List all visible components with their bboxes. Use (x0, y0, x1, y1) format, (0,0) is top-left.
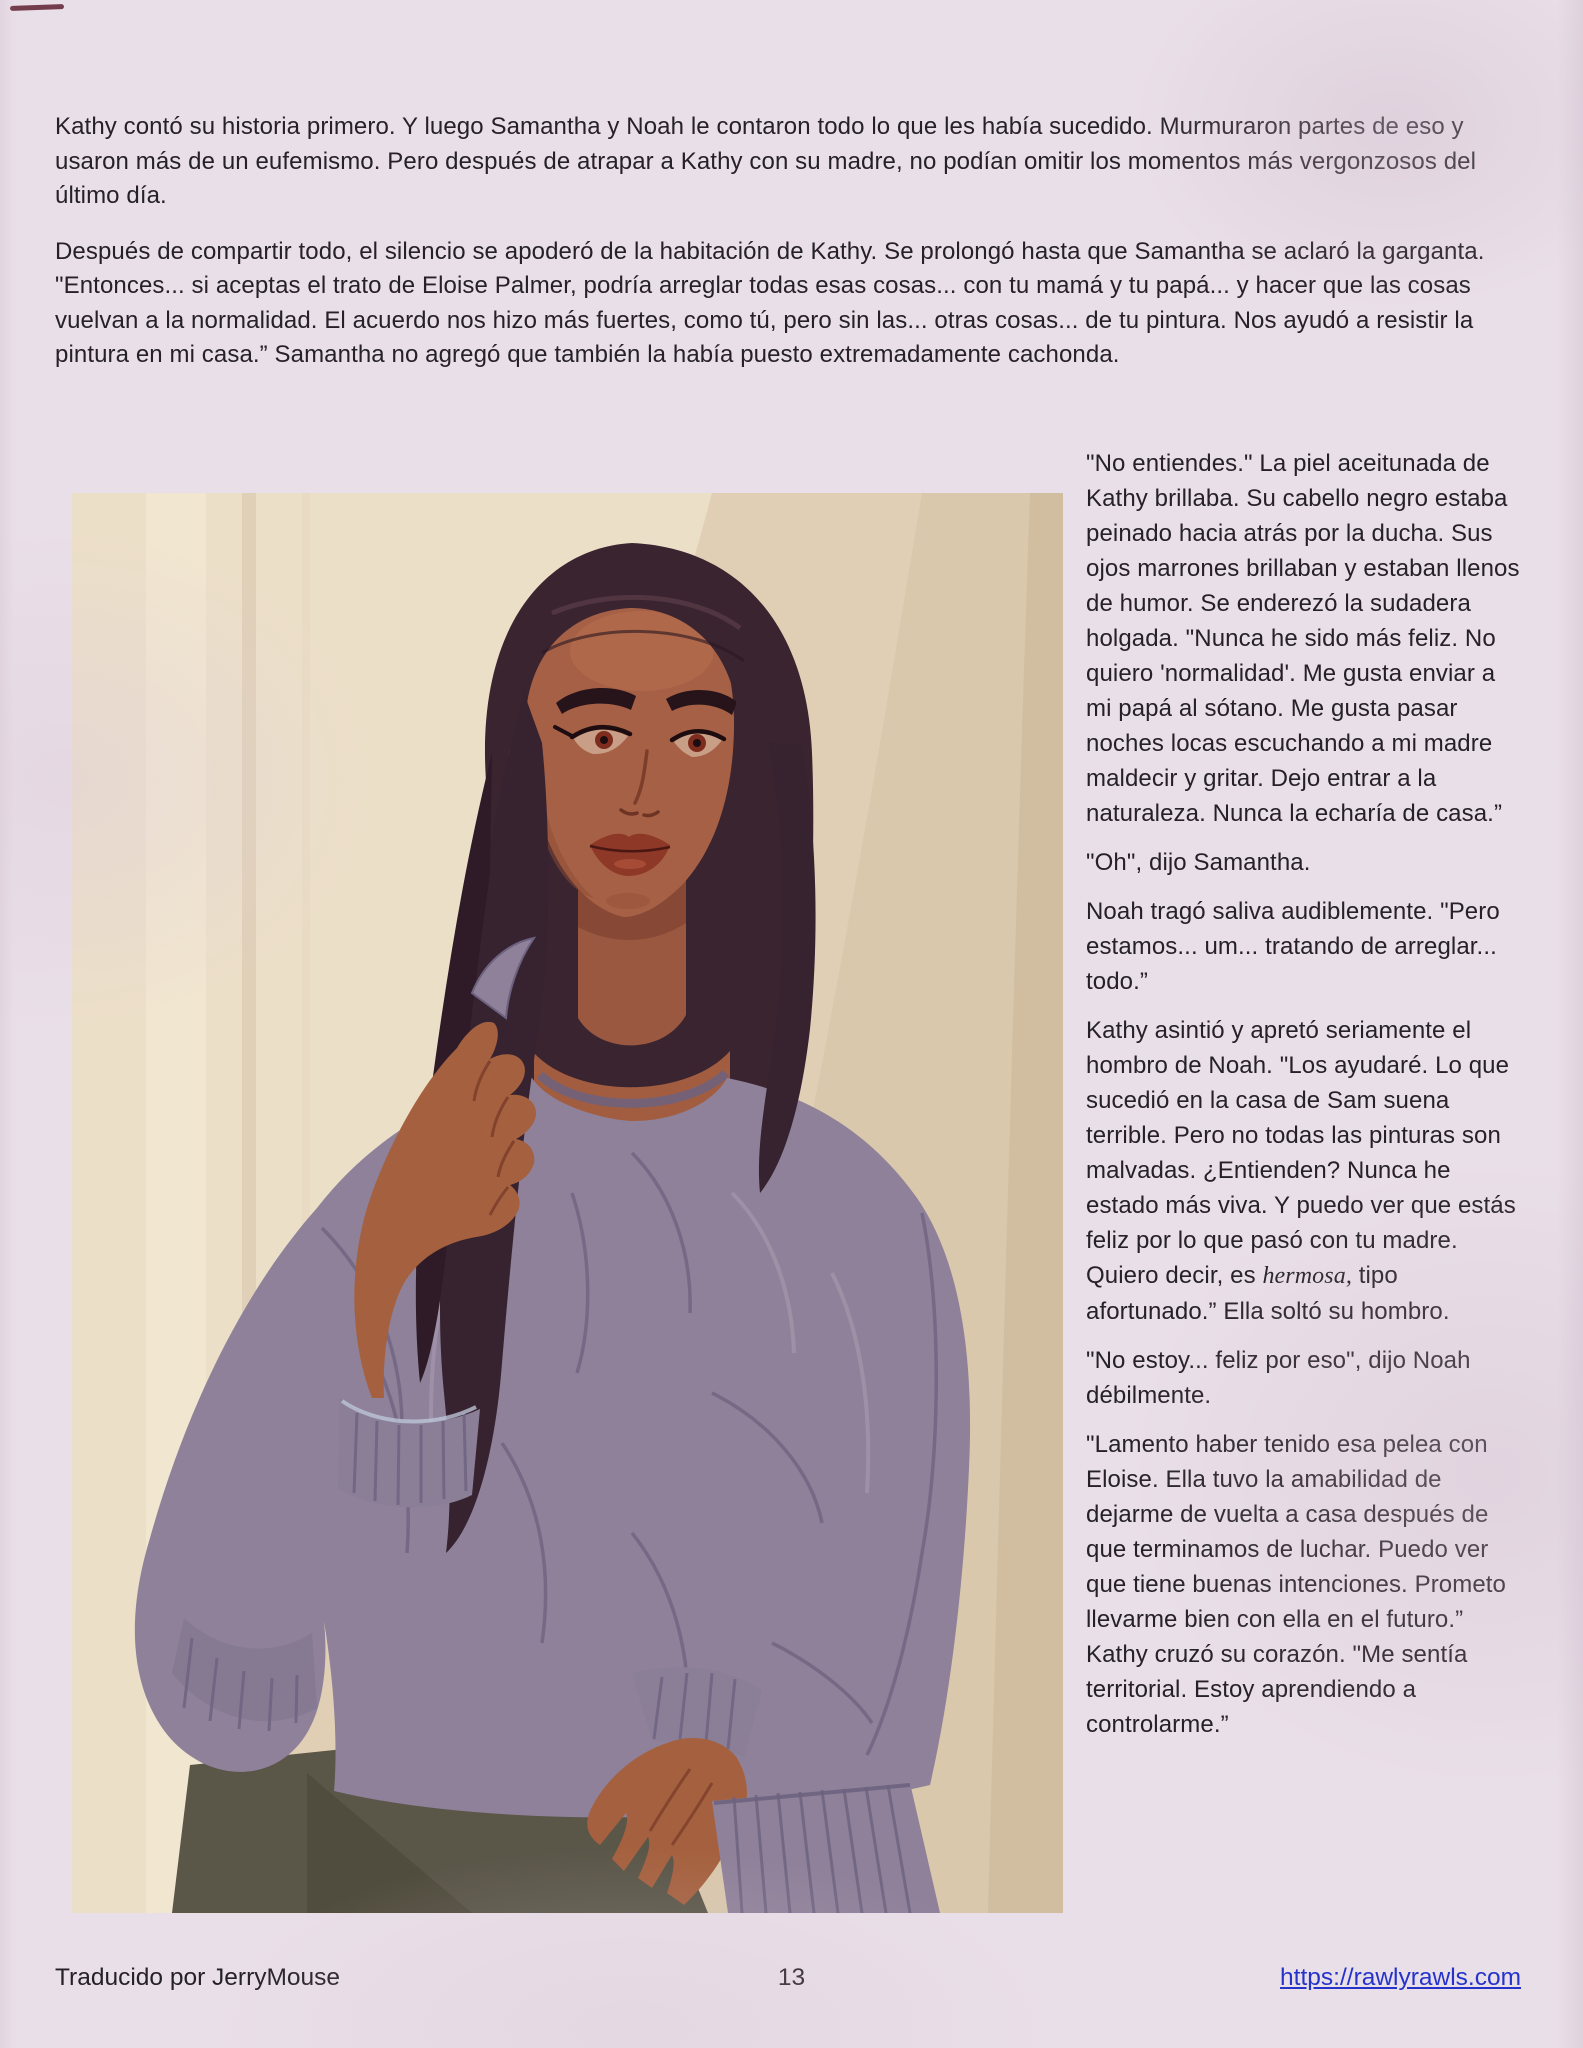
footer-page-number: 13 (777, 1964, 806, 1991)
intro-paragraph-2: Después de compartir todo, el silencio se apoderó de la habitación de Kathy. Se prolongó hasta que Samantha se aclaró la garganta. "Entonces... si aceptas el trato de Eloise Palmer, podría arreglar todas esas cosas... con tu mamá y tu papá... y hacer que las cosas vuelvan a la normalidad. El acuerdo nos hizo más fuertes, como tú, pero sin las... otras cosas... de tu pintura. Nos ayudó a resistir la pintura en mi casa.” Samantha no agregó que también la había puesto extremadamente cachonda. (55, 237, 1485, 368)
right-text-column (1086, 446, 1522, 1742)
story-illustration (72, 493, 1063, 1913)
intro-paragraph-1: Kathy contó su historia primero. Y luego Samantha y Noah le contaron todo lo que les había sucedido. Murmuraron partes de eso y usaron más de un eufemismo. Pero después de atrapar a Kathy con su madre, no podían omitir los momentos más vergonzosos del último día. (55, 113, 1477, 209)
column-paragraph-6: "Lamento haber tenido esa pelea con Eloise. Ella tuvo la amabilidad de dejarme de vuelta a casa después de que terminamos de luchar. Puedo ver que tiene buenas intenciones. Prometo llevarme bien con ella en el futuro.” Kathy cruzó su corazón. "Me sentía territorial. Estoy aprendiendo a controlarme.” (1086, 1431, 1506, 1738)
column-paragraph-4 (1086, 1013, 1522, 1329)
illustration-woman-portrait (72, 493, 1063, 1913)
footer-link[interactable]: https://rawlyrawls.com (1280, 1964, 1521, 1991)
scan-artifact-mark (10, 4, 64, 11)
column-paragraph-4-before: Kathy asintió y apretó seriamente el hombro de Noah. "Los ayudaré. Lo que sucedió en la casa de Sam suena terrible. Pero no todas las pinturas son malvadas. ¿Entienden? Nunca he estado más viva. Y puedo ver que estás feliz por lo que pasó con tu madre. Quiero decir, es (1086, 1017, 1516, 1289)
column-paragraph-4-italic: hermosa, (1262, 1263, 1352, 1289)
column-paragraph-3: Noah tragó saliva audiblemente. "Pero estamos... um... tratando de arreglar... todo.” (1086, 898, 1500, 995)
intro-paragraphs (55, 110, 1510, 373)
column-paragraph-5: "No estoy... feliz por eso", dijo Noah débilmente. (1086, 1347, 1471, 1409)
column-paragraph-4-after: tipo afortunado.” Ella soltó su hombro. (1086, 1262, 1450, 1325)
column-paragraph-1: "No entiendes." La piel aceitunada de Kathy brillaba. Su cabello negro estaba peinado hacia atrás por la ducha. Sus ojos marrones brillaban y estaban llenos de humor. Se enderezó la sudadera holgada. "Nunca he sido más feliz. No quiero 'normalidad'. Me gusta enviar a mi papá al sótano. Me gusta pasar noches locas escuchando a mi madre maldecir y gritar. Dejo entrar a la naturaleza. Nunca la echaría de casa.” (1086, 450, 1520, 827)
column-paragraph-2: "Oh", dijo Samantha. (1086, 849, 1311, 876)
pleated-hem (712, 1783, 940, 1913)
footer-link-wrap (1280, 1964, 1521, 1992)
footer-translator: Traducido por JerryMouse (55, 1964, 341, 1991)
